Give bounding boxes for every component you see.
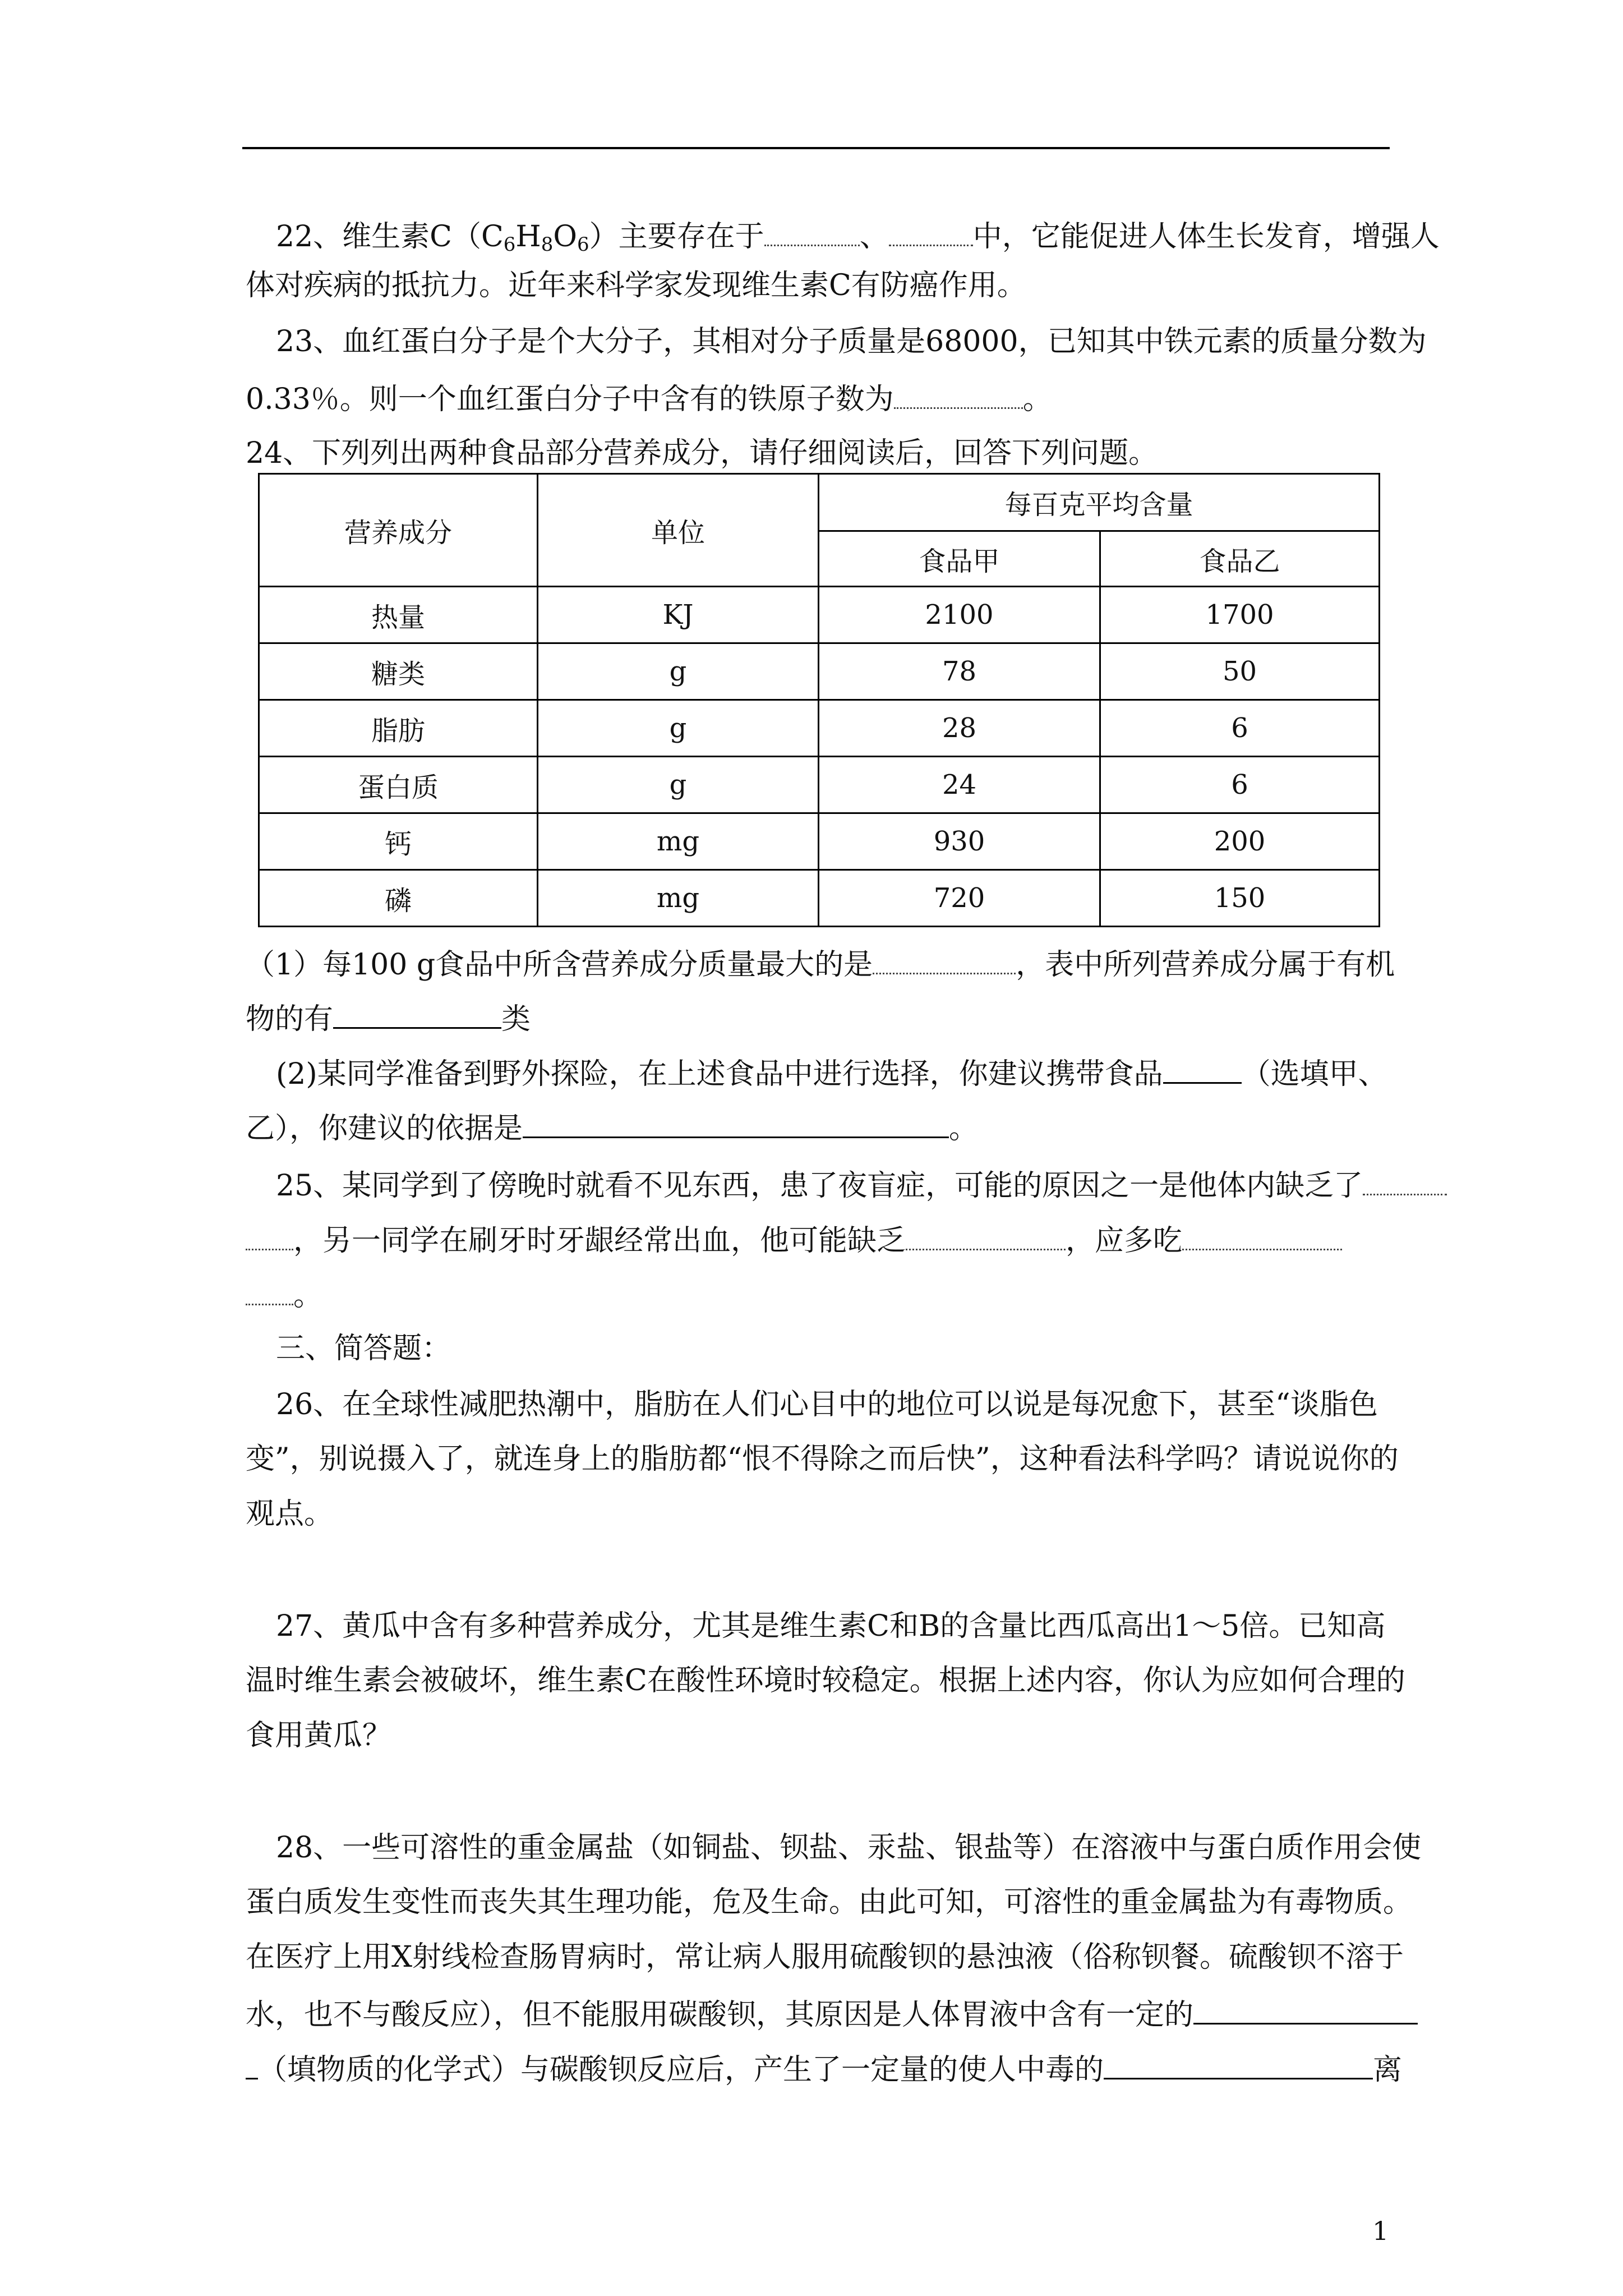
q22-line2: 体对疾病的抵抗力。近年来科学家发现维生素C有防癌作用。 <box>246 269 1026 302</box>
q22-text-h: H <box>515 220 541 254</box>
q28-line1: 28、一些可溶性的重金属盐（如铜盐、钡盐、汞盐、银盐等）在溶液中与蛋白质作用会使 <box>276 1831 1422 1865</box>
q22-text-a: 22、维生素C（C <box>276 220 504 254</box>
q22-line1 <box>276 219 1440 254</box>
nutrition-table <box>258 473 1380 927</box>
header-nutrient: 营养成分 <box>259 474 538 587</box>
answer-blank[interactable] <box>246 1278 293 1305</box>
table-row <box>259 870 1380 927</box>
q24-p1-line2 <box>246 1001 531 1034</box>
section-heading: 三、简答题： <box>276 1332 451 1365</box>
cell-unit: g <box>538 643 819 700</box>
header-food-b: 食品乙 <box>1100 531 1380 587</box>
q22-text-c: 中，它能促进人体生长发育，增强人 <box>972 220 1440 254</box>
q22-text-b: ）主要存在于 <box>589 220 764 254</box>
cell-food-b: 150 <box>1100 870 1380 927</box>
q25-text-a: 25、某同学到了傍晚时就看不见东西，患了夜盲症，可能的原因之一是他体内缺乏了 <box>276 1169 1363 1203</box>
q28-line3: 在医疗上用X射线检查肠胃病时，常让病人服用硫酸钡的悬浊液（俗称钡餐。硫酸钡不溶于 <box>246 1940 1404 1974</box>
cell-name: 磷 <box>259 870 538 927</box>
q24-p2-text-d: 。 <box>949 1112 979 1145</box>
cell-name: 糖类 <box>259 643 538 700</box>
answer-blank[interactable] <box>333 1001 501 1029</box>
q23-line1: 23、血红蛋白分子是个大分子，其相对分子质量是68000，已知其中铁元素的质量分数为 <box>276 325 1427 358</box>
q28-line4 <box>246 1997 1418 2030</box>
q24-p2-line2 <box>246 1111 978 1143</box>
q23-line2 <box>246 381 1052 414</box>
answer-blank[interactable] <box>246 2052 258 2079</box>
cell-food-a: 78 <box>819 643 1100 700</box>
q24-p1-text-c: 物的有 <box>246 1002 334 1036</box>
q25-text-c: ，应多吃 <box>1066 1224 1183 1258</box>
q25-text-b: ，另一同学在刷牙时牙龈经常出血，他可能缺乏 <box>293 1224 906 1258</box>
answer-blank[interactable] <box>1182 1223 1342 1250</box>
cell-name: 脂肪 <box>259 700 538 757</box>
cell-food-a: 24 <box>819 757 1100 813</box>
q24-p2-line1 <box>276 1056 1387 1089</box>
subscript: 6 <box>577 233 589 256</box>
cell-food-a: 28 <box>819 700 1100 757</box>
cell-food-b: 1700 <box>1100 587 1380 643</box>
header-food-a: 食品甲 <box>819 531 1100 587</box>
cell-unit: g <box>538 700 819 757</box>
q22-sep: 、 <box>859 220 889 254</box>
q28-text-b: （填物质的化学式）与碳酸钡反应后，产生了一定量的使人中毒的 <box>258 2053 1104 2087</box>
cell-food-b: 6 <box>1100 700 1380 757</box>
cell-food-a: 930 <box>819 813 1100 870</box>
cell-unit: mg <box>538 870 819 927</box>
cell-unit: mg <box>538 813 819 870</box>
q28-text-c: 离 <box>1373 2053 1403 2087</box>
q25-line1 <box>276 1168 1447 1203</box>
q22-text-o: O <box>553 220 578 254</box>
header-unit: 单位 <box>538 474 819 587</box>
table-row <box>259 643 1380 700</box>
cell-food-a: 2100 <box>819 587 1100 643</box>
q24-intro: 24、下列列出两种食品部分营养成分，请仔细阅读后，回答下列问题。 <box>246 436 1158 470</box>
cell-food-b: 50 <box>1100 643 1380 700</box>
q23-text-a: 0.33％。则一个血红蛋白分子中含有的铁原子数为 <box>246 383 894 416</box>
q28-line2: 蛋白质发生变性而丧失其生理功能，危及生命。由此可知，可溶性的重金属盐为有毒物质。 <box>246 1885 1413 1919</box>
answer-blank[interactable] <box>894 381 1023 409</box>
answer-blank[interactable] <box>1163 1056 1242 1084</box>
q25-text-d: 。 <box>293 1279 323 1313</box>
answer-blank[interactable] <box>889 219 973 246</box>
q28-text-a: 水，也不与酸反应），但不能服用碳酸钡，其原因是人体胃液中含有一定的 <box>246 1998 1194 2032</box>
answer-blank[interactable] <box>906 1223 1066 1250</box>
q24-p1-line1 <box>246 947 1395 982</box>
table-row <box>259 757 1380 813</box>
q25-line3 <box>246 1278 323 1313</box>
cell-name: 蛋白质 <box>259 757 538 813</box>
cell-unit: g <box>538 757 819 813</box>
q25-line2 <box>246 1223 1342 1258</box>
cell-food-a: 720 <box>819 870 1100 927</box>
cell-food-b: 6 <box>1100 757 1380 813</box>
q24-p1-text-d: 类 <box>501 1002 531 1036</box>
answer-blank[interactable] <box>1193 1997 1418 2024</box>
answer-blank[interactable] <box>246 1223 293 1250</box>
q26-line1: 26、在全球性减肥热潮中，脂肪在人们心目中的地位可以说是每况愈下，甚至“谈脂色 <box>276 1388 1378 1421</box>
answer-blank[interactable] <box>1104 2052 1373 2079</box>
q24-p2-text-c: 乙），你建议的依据是 <box>246 1112 523 1145</box>
table-row <box>259 813 1380 870</box>
subscript: 6 <box>503 233 516 256</box>
q28-line5 <box>246 2052 1402 2085</box>
answer-blank[interactable] <box>523 1111 949 1138</box>
cell-name: 钙 <box>259 813 538 870</box>
q23-text-b: 。 <box>1022 383 1052 416</box>
cell-unit: KJ <box>538 587 819 643</box>
subscript: 8 <box>541 233 554 256</box>
cell-name: 热量 <box>259 587 538 643</box>
answer-blank[interactable] <box>764 219 860 246</box>
cell-food-b: 200 <box>1100 813 1380 870</box>
answer-blank[interactable] <box>1363 1168 1447 1195</box>
q26-line2: 变”，别说摄入了，就连身上的脂肪都“恨不得除之而后快”，这种看法科学吗？请说说你的 <box>246 1442 1399 1476</box>
q24-p1-text-a: （1）每100 g食品中所含营养成分质量最大的是 <box>246 948 873 982</box>
answer-blank[interactable] <box>873 947 1016 974</box>
header-group: 每百克平均含量 <box>819 474 1380 531</box>
header-rule <box>242 147 1390 149</box>
q27-line1: 27、黄瓜中含有多种营养成分，尤其是维生素C和B的含量比西瓜高出1～5倍。已知高 <box>276 1609 1386 1643</box>
q27-line2: 温时维生素会被破坏，维生素C在酸性环境时较稳定。根据上述内容，你认为应如何合理的 <box>246 1664 1405 1697</box>
q24-p2-text-b: （选填甲、 <box>1241 1057 1387 1091</box>
table-row <box>259 700 1380 757</box>
q27-line3: 食用黄瓜？ <box>246 1719 392 1752</box>
table-row <box>259 587 1380 643</box>
q26-line3: 观点。 <box>246 1497 334 1531</box>
q24-p2-text-a: (2)某同学准备到野外探险，在上述食品中进行选择，你建议携带食品 <box>276 1057 1163 1091</box>
q24-p1-text-b: ，表中所列营养成分属于有机 <box>1016 948 1395 982</box>
page-number: 1 <box>1372 2216 1389 2246</box>
